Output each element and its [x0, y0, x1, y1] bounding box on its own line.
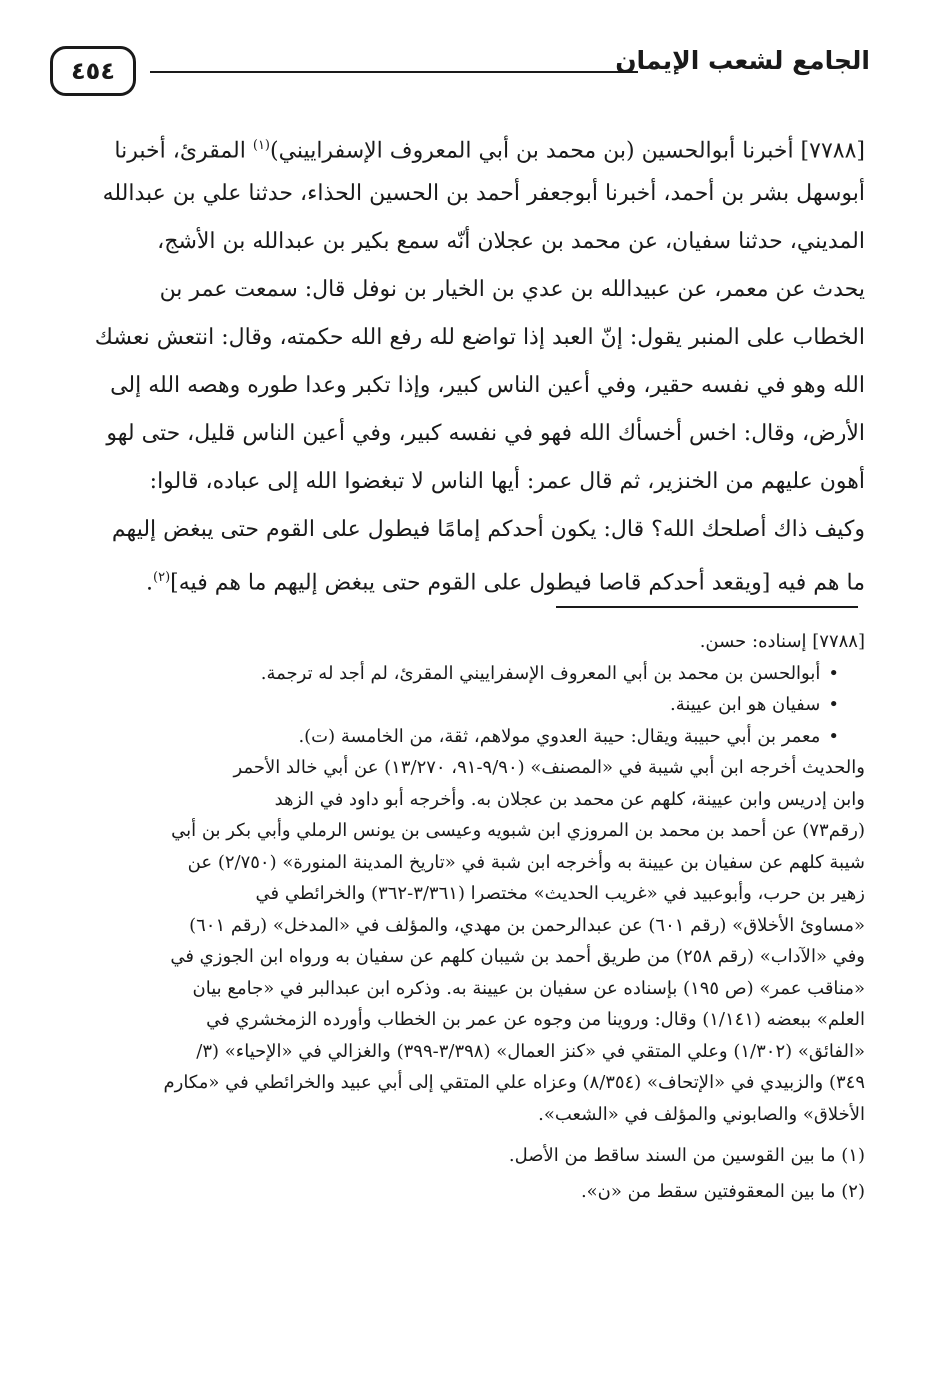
main-line: أبوسهل بشر بن أحمد، أخبرنا أبوجعفر أحمد بن الحسين الحذاء، حدثنا علي بن عبدالله	[102, 181, 865, 206]
takhrij-line: وابن إدريس وابن عيينة، كلهم عن محمد بن عجلان به. وأخرجه أبو داود في الزهد	[274, 788, 865, 810]
takhrij-line: الأخلاق» والصابوني والمؤلف في «الشعب».	[538, 1103, 865, 1125]
footnote-ref: (١)	[252, 138, 270, 153]
main-line: [٧٧٨٨] أخبرنا أبوالحسين (بن محمد بن أبي المعروف الإسفراييني)$^{(١)}$ المقرئ، أخبرنا	[114, 138, 865, 164]
page-number: ٤٥٤	[50, 46, 136, 96]
main-line: ما هم فيه [ويقعد أحدكم قاصا فيطول على القوم حتى يبغض إليهم ما هم فيه]$^{(٢)}$.	[146, 570, 865, 596]
narrator-note: •معمر بن أبي حبيبة ويقال: حيبة العدوي مولاهم، ثقة، من الخامسة (ت).	[298, 725, 839, 747]
takhrij-line: والحديث أخرجه ابن أبي شيبة في «المصنف» (٩/٩٠-٩١، ١٣/٢٧٠) عن أبي خالد الأحمر	[233, 757, 865, 778]
main-text	[75, 122, 865, 602]
main-line: الأرض، وقال: اخس أخسأك الله فهو في نفسه كبير، وفي أعين الناس قليل، حتى لهو	[106, 421, 865, 446]
takhrij-line: شيبة كلهم عن سفيان بن عيينة به وأخرجه ابن شبة في «تاريخ المدينة المنورة» (٢/٧٥٠) عن	[187, 851, 865, 873]
takhrij-line: العلم» ببعضه (١/١٤١) وقال: وروينا من وجوه عن عمر بن الخطاب وأورده الزمخشري في	[206, 1009, 865, 1030]
running-title: الجامع لشعب الإيمان	[615, 46, 870, 75]
takhrij-line: «مناقب عمر» (ص ١٩٥) بإسناده عن سفيان بن عيينة به. وذكره ابن عبدالبر في «جامع بيان	[192, 977, 865, 999]
takhrij-line: (رقم٧٣) عن أحمد بن محمد بن المروزي ابن شبويه وعيسى بن يونس الرملي وأبي بكر بن أبي	[171, 820, 865, 841]
takhrij-line: ٣٤٩) والزبيدي في «الإتحاف» (٨/٣٥٤) وعزاه علي المتقي إلى أبي عبيد والخرائطي في «مكارم	[163, 1072, 865, 1093]
page-header	[50, 40, 870, 110]
bullet-icon: •	[828, 694, 839, 715]
narrator-note: •سفيان هو ابن عيينة.	[669, 694, 839, 715]
takhrij-line: زهير بن حرب، وأبوعبيد في «غريب الحديث» مختصرا (٣/٣٦١-٣٦٢) والخرائطي في	[255, 883, 865, 904]
bullet-icon: •	[828, 662, 839, 684]
takhrij-line: «الفائق» (١/٣٠٢) وعلي المتقي في «كنز العمال» (٣/٣٩٨-٣٩٩) والغزالي في «الإحياء» (٣/	[196, 1040, 865, 1062]
footnote: (٢) ما بين المعقوفتين سقط من «ن».	[580, 1181, 865, 1202]
isnad-grade: [٧٧٨٨] إسناده: حسن.	[699, 631, 865, 652]
main-line: المديني، حدثنا سفيان، عن محمد بن عجلان أنّه سمع بكير بن عبدالله بن الأشج،	[157, 229, 865, 254]
main-line: يحدث عن معمر، عن عبيدالله بن عدي بن الخيار بن نوفل قال: سمعت عمر بن	[159, 277, 865, 302]
main-line: أهون عليهم من الخنزير، ثم قال عمر: أيها الناس لا تبغضوا الله إلى عباده، قالوا:	[149, 469, 865, 494]
footnote-separator	[556, 606, 858, 608]
main-line: وكيف ذاك أصلحك الله؟ قال: يكون أحدكم إمامًا فيطول على القوم حتى يبغض إليهم	[111, 517, 865, 542]
bullet-icon: •	[828, 725, 839, 747]
takhrij-line: وفي «الآداب» (رقم ٢٥٨) من طريق أحمد بن شيبان كلهم عن سفيان به ورواه ابن الجوزي في	[170, 946, 865, 967]
takhrij-line: «مساوئ الأخلاق» (رقم ٦٠١) عن عبدالرحمن بن مهدي، والمؤلف في «المدخل» (رقم ٦٠١)	[189, 914, 865, 936]
main-line: الخطاب على المنبر يقول: إنّ العبد إذا تواضع لله رفع الله حكمته، وقال: انتعش نعشك	[94, 325, 865, 350]
narrator-note: •أبوالحسن بن محمد بن أبي المعروف الإسفراييني المقرئ، لم أجد له ترجمة.	[260, 662, 839, 684]
main-line: الله وهو في نفسه حقير، وفي أعين الناس كبير، وإذا تكبر وعدا طوره وهصه الله إلى	[110, 373, 865, 398]
header-rule	[150, 71, 638, 73]
footnote-ref: (٢)	[153, 570, 171, 585]
commentary	[75, 626, 865, 1210]
footnote: (١) ما بين القوسين من السند ساقط من الأصل.	[508, 1145, 865, 1166]
spacer	[75, 1130, 865, 1138]
